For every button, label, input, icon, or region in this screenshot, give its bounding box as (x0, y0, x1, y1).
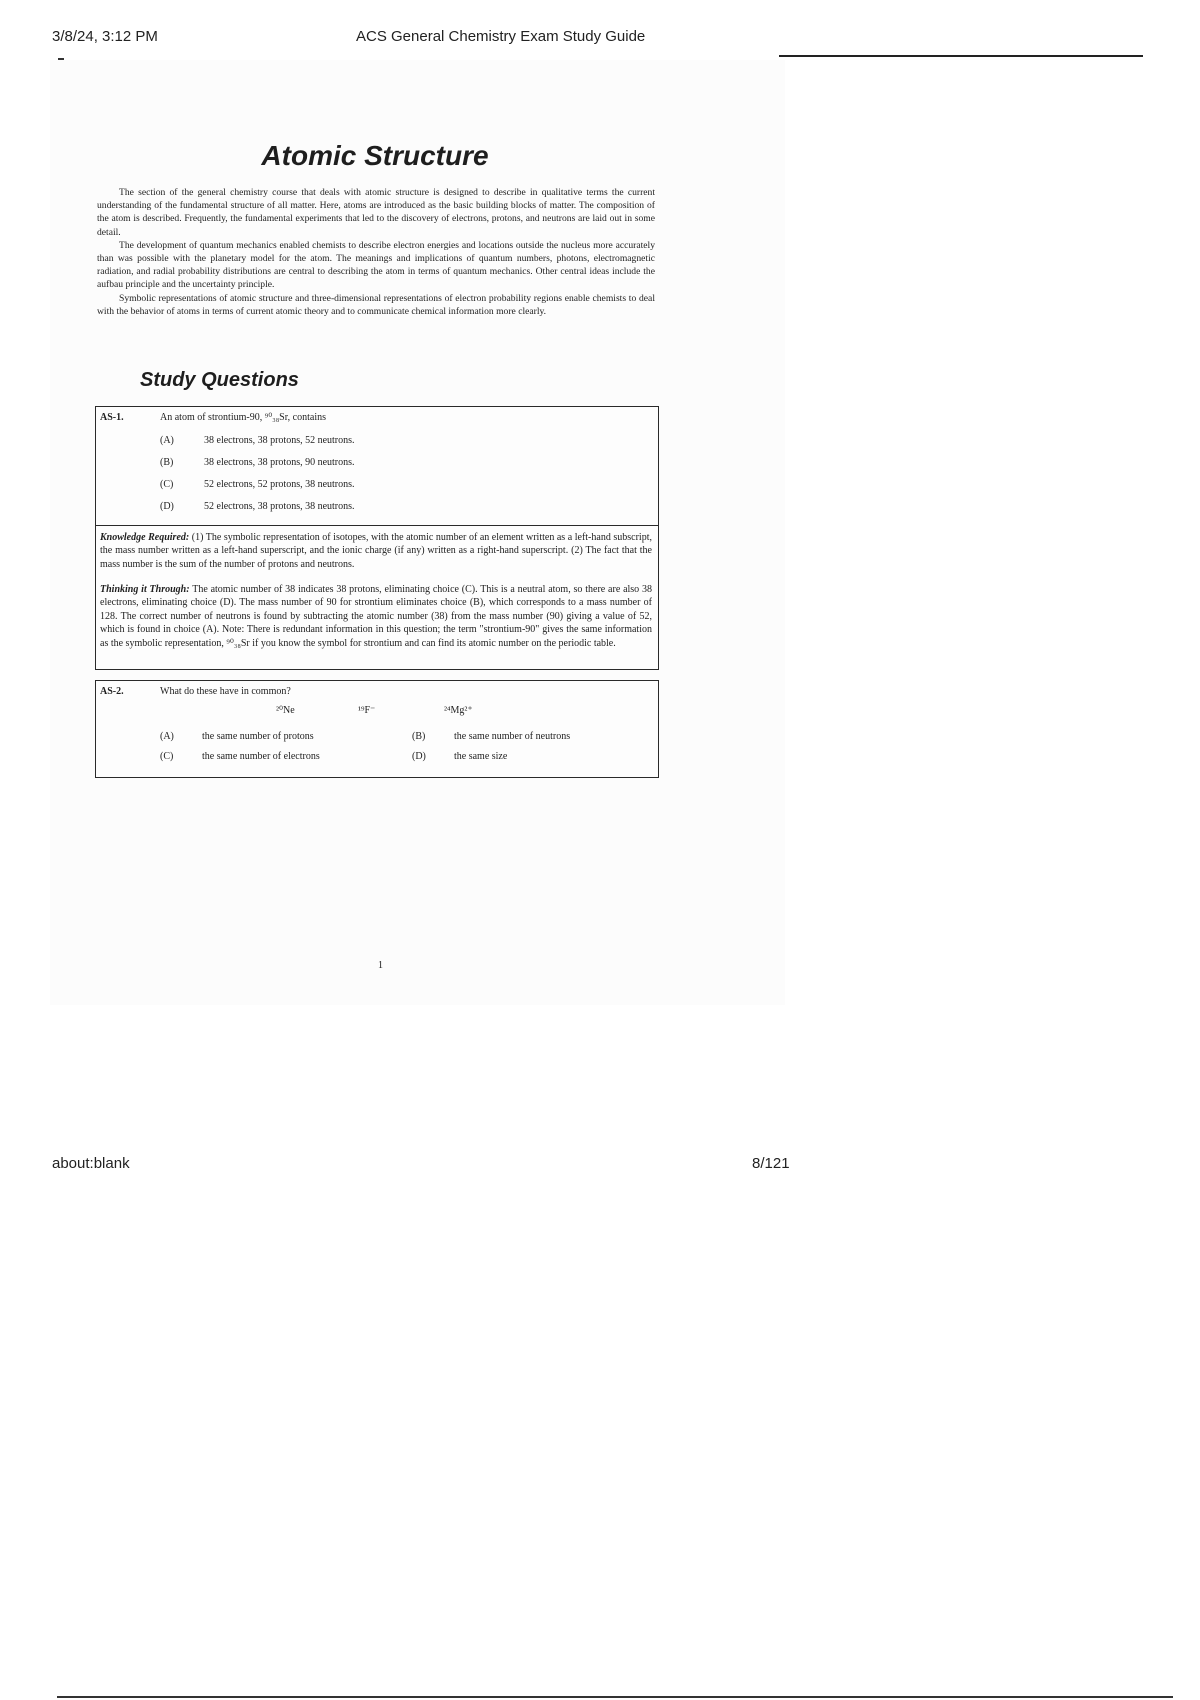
choice-letter: (C) (160, 479, 174, 490)
answer-choice (412, 731, 570, 742)
thinking-label: Thinking it Through: (100, 584, 190, 595)
question-stem: What do these have in common? (160, 686, 291, 697)
knowledge-label: Knowledge Required: (100, 532, 190, 543)
print-footer-url: about:blank (52, 1155, 130, 1172)
thinking-text: The atomic number of 38 indicates 38 protons, eliminating choice (C). This is a neutral atom, so there are also 38 electrons, eliminating choice (D). The mass number of 90 for strontium eliminates choice (B), which corresponds to a mass number of 128. The correct number of neutrons is found by subtracting the atomic number (38) from the mass number (90) giving a value of 52, which is found in choice (A). Note: There is redundant information in this question; the term "strontium-90" gives the same information as the symbolic representation, ⁹⁰₃₈Sr if you know the symbol for strontium and can find its atomic number on the periodic table. (100, 584, 653, 649)
question-section (96, 407, 658, 526)
header-rule (779, 55, 1143, 57)
question-box-as2 (95, 680, 659, 778)
choice-letter: (D) (412, 751, 426, 762)
choice-letter: (D) (160, 501, 174, 512)
choice-text: 52 electrons, 38 protons, 38 neutrons. (204, 501, 355, 512)
choice-letter: (A) (160, 435, 174, 446)
choice-text: 52 electrons, 52 protons, 38 neutrons. (204, 479, 355, 490)
question-number: AS-2. (100, 686, 124, 697)
choice-text: 38 electrons, 38 protons, 52 neutrons. (204, 435, 355, 446)
choice-text: the same number of neutrons (454, 731, 571, 742)
intro-paragraph: Symbolic representations of atomic structure and three-dimensional representations of electron probability regions enable chemists to deal with the behavior of atoms in terms of current atomic theory and to communicate chemical information more clearly. (97, 292, 655, 317)
nuclide-f: ¹⁹F⁻ (358, 705, 376, 716)
choice-text: the same size (454, 751, 508, 762)
nuclide-mg: ²⁴Mg²⁺ (444, 705, 473, 716)
choice-text: the same number of protons (202, 731, 314, 742)
choice-text: 38 electrons, 38 protons, 90 neutrons. (204, 457, 355, 468)
question-stem: An atom of strontium-90, ⁹⁰₃₈Sr, contains (160, 412, 326, 423)
knowledge-required (100, 531, 652, 571)
intro-text (97, 186, 655, 318)
choice-text: the same number of electrons (202, 751, 320, 762)
answer-choice (412, 751, 507, 762)
print-page-indicator: 8/121 (752, 1155, 790, 1172)
knowledge-text: (1) The symbolic representation of isotopes, with the atomic number of an element written as a left-hand subscript, the mass number written as a left-hand superscript, and the ionic charge (if any) written as a right-hand superscript. (2) The fact that the mass number is the sum of the number of protons and neutrons. (100, 532, 652, 570)
question-box-as1 (95, 406, 659, 670)
answer-choice (160, 479, 355, 490)
question-number: AS-1. (100, 412, 124, 423)
study-questions-heading: Study Questions (140, 369, 299, 391)
intro-paragraph: The section of the general chemistry course that deals with atomic structure is designed to describe in qualitative terms the current understanding of the fundamental structure of all matter. Here, atoms are introduced as the basic building blocks of matter. The composition of the atom is described. Frequently, the fundamental experiments that led to the discovery of electrons, protons, and neutrons are laid out in some detail. (97, 187, 655, 238)
thinking-it-through (100, 583, 652, 650)
choice-letter: (A) (160, 731, 174, 742)
bottom-rule (57, 1696, 1173, 1698)
answer-choice (160, 751, 320, 762)
answer-choice (160, 435, 355, 446)
section-title: Atomic Structure (261, 140, 489, 171)
scan-page-number: 1 (378, 960, 383, 971)
intro-paragraph: The development of quantum mechanics enabled chemists to describe electron energies and locations outside the nucleus more accurately than was possible with the planetary model for the atom. The meanings and implications of quantum numbers, photons, electromagnetic radiation, and radial probability distributions are central to describing the atom in terms of quantum mechanics. Other central ideas include the aufbau principle and the uncertainty principle. (97, 239, 655, 291)
nuclide-ne: ²⁰Ne (276, 705, 295, 716)
answer-choice (160, 457, 355, 468)
choice-letter: (B) (412, 731, 426, 742)
print-date-time: 3/8/24, 3:12 PM (52, 28, 158, 45)
print-header-title: ACS General Chemistry Exam Study Guide (356, 28, 646, 45)
choice-letter: (C) (160, 751, 174, 762)
answer-choice (160, 731, 314, 742)
choice-letter: (B) (160, 457, 174, 468)
answer-choice (160, 501, 355, 512)
